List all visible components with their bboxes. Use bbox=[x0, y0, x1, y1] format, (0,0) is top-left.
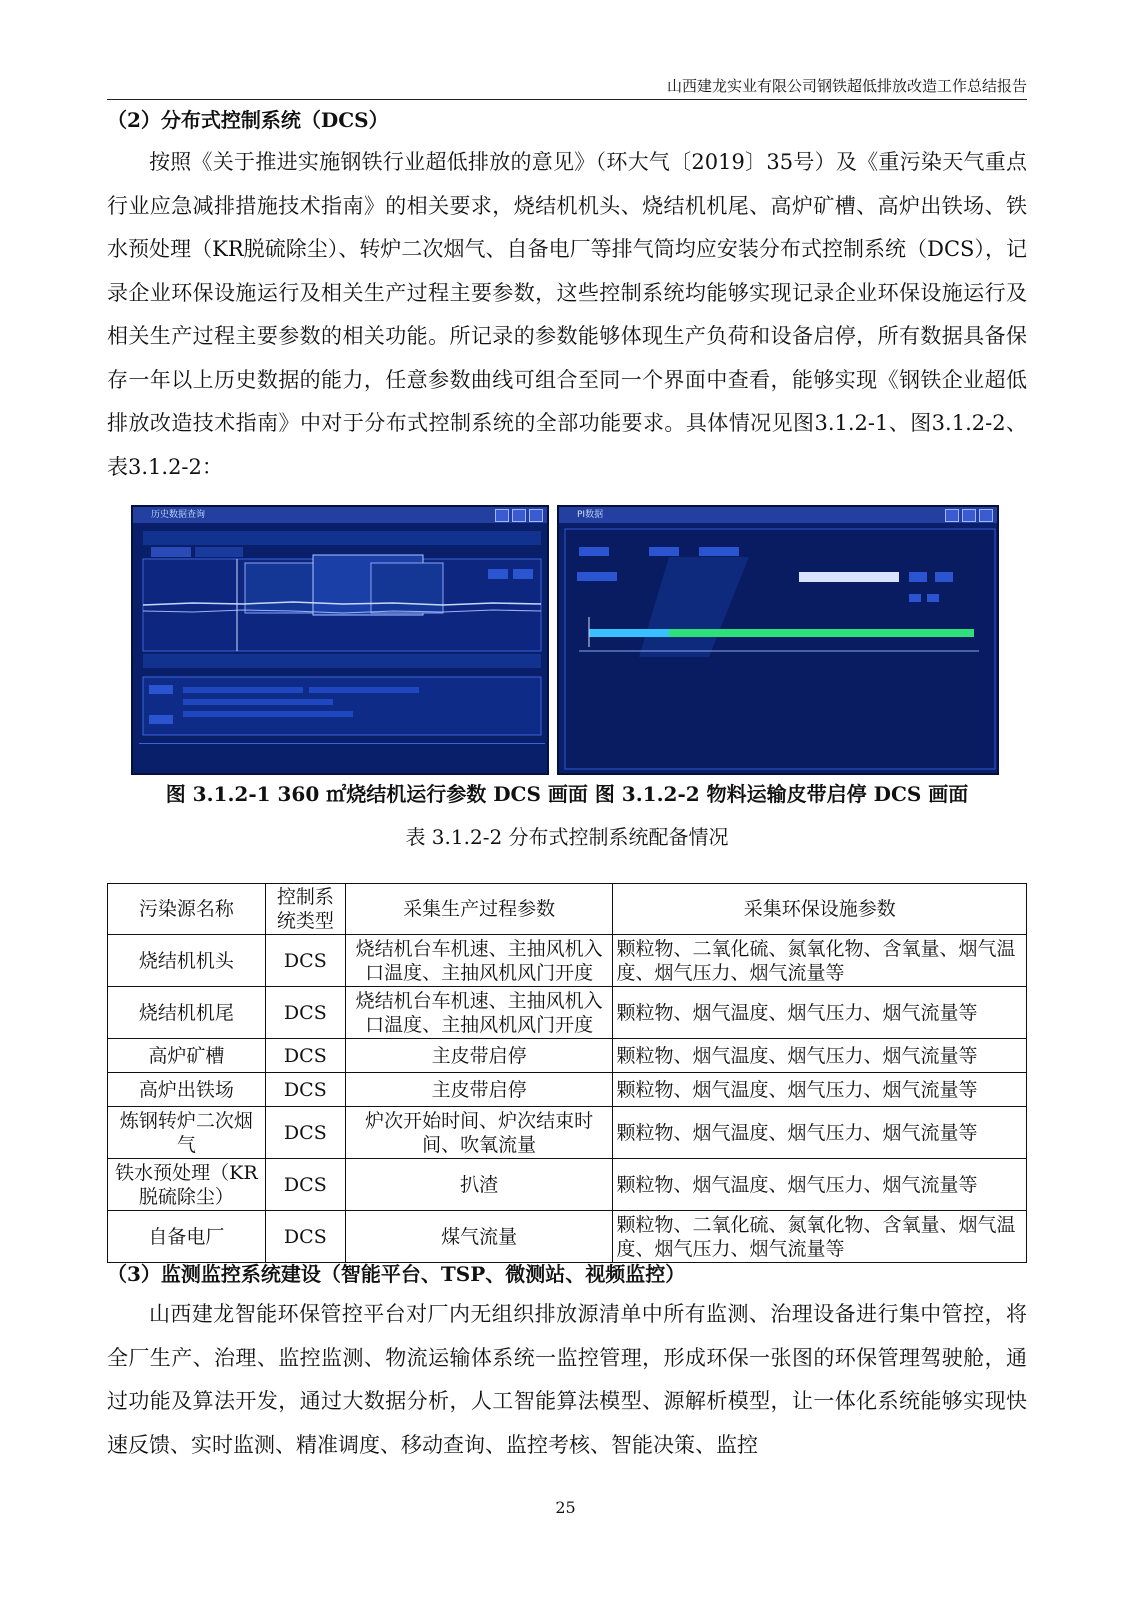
table-title: 表 3.1.2-2 分布式控制系统配备情况 bbox=[405, 825, 729, 849]
cell-type: DCS bbox=[265, 1107, 345, 1159]
dcs-table bbox=[107, 883, 1027, 1263]
table-row bbox=[108, 1159, 1027, 1211]
sinter-dcs-graphic bbox=[133, 507, 549, 775]
dcs-screenshots bbox=[131, 505, 999, 775]
window-title: 历史数据查询 bbox=[151, 510, 206, 520]
header-control-type: 控制系统类型 bbox=[265, 884, 345, 935]
header-source: 污染源名称 bbox=[108, 884, 266, 935]
cell-process: 烧结机台车机速、主抽风机入口温度、主抽风机风门开度 bbox=[345, 987, 613, 1039]
cell-process: 主皮带启停 bbox=[345, 1073, 613, 1107]
cell-env: 颗粒物、烟气温度、烟气压力、烟气流量等 bbox=[613, 1159, 1027, 1211]
belt-dcs-screenshot bbox=[557, 505, 999, 775]
section-paragraph-dcs: 按照《关于推进实施钢铁行业超低排放的意见》（环大气〔2019〕35号）及《重污染天气重点行业应急减排措施技术指南》的相关要求，烧结机机头、烧结机机尾、高炉矿槽、高炉出铁场、铁水预处理（KR脱硫除尘）、转炉二次烟气、自备电厂等排气筒均应安装分布式控制系统（DCS），记录企业环保设施运行及相关生产过程主要参数，这些控制系统均能够实现记录企业环保设施运行及相关生产过程主要参数的相关功能。所记录的参数能够体现生产负荷和设备启停，所有数据具备保存一年以上历史数据的能力，任意参数曲线可组合至同一个界面中查看，能够实现《钢铁企业超低排放改造技术指南》中对于分布式控制系统的全部功能要求。具体情况见图3.1.2-1、图3.1.2-2、表3.1.2-2： bbox=[107, 150, 1027, 479]
cell-type: DCS bbox=[265, 987, 345, 1039]
table-row bbox=[108, 1107, 1027, 1159]
cell-source: 自备电厂 bbox=[108, 1211, 266, 1263]
section-paragraph-monitoring: 山西建龙智能环保管控平台对厂内无组织排放源清单中所有监测、治理设备进行集中管控，将全厂生产、治理、监控监测、物流运输体系统一监控管理，形成环保一张图的环保管理驾驶舱，通过功能及算法开发，通过大数据分析，人工智能算法模型、源解析模型，让一体化系统能够实现快速反馈、实时监测、精准调度、移动查询、监控考核、智能决策、监控 bbox=[107, 1302, 1027, 1457]
table-header-row bbox=[108, 884, 1027, 935]
cell-process: 煤气流量 bbox=[345, 1211, 613, 1263]
cell-type: DCS bbox=[265, 1073, 345, 1107]
figure-caption: 图 3.1.2-1 360 ㎡烧结机运行参数 DCS 画面 图 3.1.2-2 物料运输皮带启停 DCS 画面 bbox=[165, 782, 969, 806]
section-heading-dcs: （2）分布式控制系统（DCS） bbox=[107, 108, 389, 132]
cell-source: 烧结机机尾 bbox=[108, 987, 266, 1039]
cell-type: DCS bbox=[265, 1039, 345, 1073]
belt-dcs-graphic bbox=[559, 507, 999, 775]
cell-env: 颗粒物、烟气温度、烟气压力、烟气流量等 bbox=[613, 987, 1027, 1039]
cell-env: 颗粒物、烟气温度、烟气压力、烟气流量等 bbox=[613, 1107, 1027, 1159]
cell-type: DCS bbox=[265, 1159, 345, 1211]
cell-type: DCS bbox=[265, 935, 345, 987]
cell-source: 炼钢转炉二次烟气 bbox=[108, 1107, 266, 1159]
cell-source: 铁水预处理（KR脱硫除尘） bbox=[108, 1159, 266, 1211]
running-header: 山西建龙实业有限公司钢铁超低排放改造工作总结报告 bbox=[107, 76, 1027, 100]
cell-env: 颗粒物、烟气温度、烟气压力、烟气流量等 bbox=[613, 1039, 1027, 1073]
cell-env: 颗粒物、二氧化硫、氮氧化物、含氧量、烟气温度、烟气压力、烟气流量等 bbox=[613, 1211, 1027, 1263]
table-row bbox=[108, 935, 1027, 987]
cell-type: DCS bbox=[265, 1211, 345, 1263]
section-heading-monitoring: （3）监测监控系统建设（智能平台、TSP、微测站、视频监控） bbox=[107, 1262, 686, 1286]
table-row bbox=[108, 987, 1027, 1039]
cell-source: 烧结机机头 bbox=[108, 935, 266, 987]
cell-process: 炉次开始时间、炉次结束时间、吹氧流量 bbox=[345, 1107, 613, 1159]
cell-source: 高炉矿槽 bbox=[108, 1039, 266, 1073]
header-process-params: 采集生产过程参数 bbox=[345, 884, 613, 935]
cell-source: 高炉出铁场 bbox=[108, 1073, 266, 1107]
window-title: PI数据 bbox=[577, 510, 604, 520]
cell-env: 颗粒物、烟气温度、烟气压力、烟气流量等 bbox=[613, 1073, 1027, 1107]
cell-process: 烧结机台车机速、主抽风机入口温度、主抽风机风门开度 bbox=[345, 935, 613, 987]
table-row bbox=[108, 1073, 1027, 1107]
cell-process: 主皮带启停 bbox=[345, 1039, 613, 1073]
cell-process: 扒渣 bbox=[345, 1159, 613, 1211]
table-row bbox=[108, 1039, 1027, 1073]
header-env-params: 采集环保设施参数 bbox=[613, 884, 1027, 935]
cell-env: 颗粒物、二氧化硫、氮氧化物、含氧量、烟气温度、烟气压力、烟气流量等 bbox=[613, 935, 1027, 987]
table-row bbox=[108, 1211, 1027, 1263]
sinter-dcs-screenshot bbox=[131, 505, 549, 775]
page-number: 25 bbox=[555, 1498, 576, 1517]
